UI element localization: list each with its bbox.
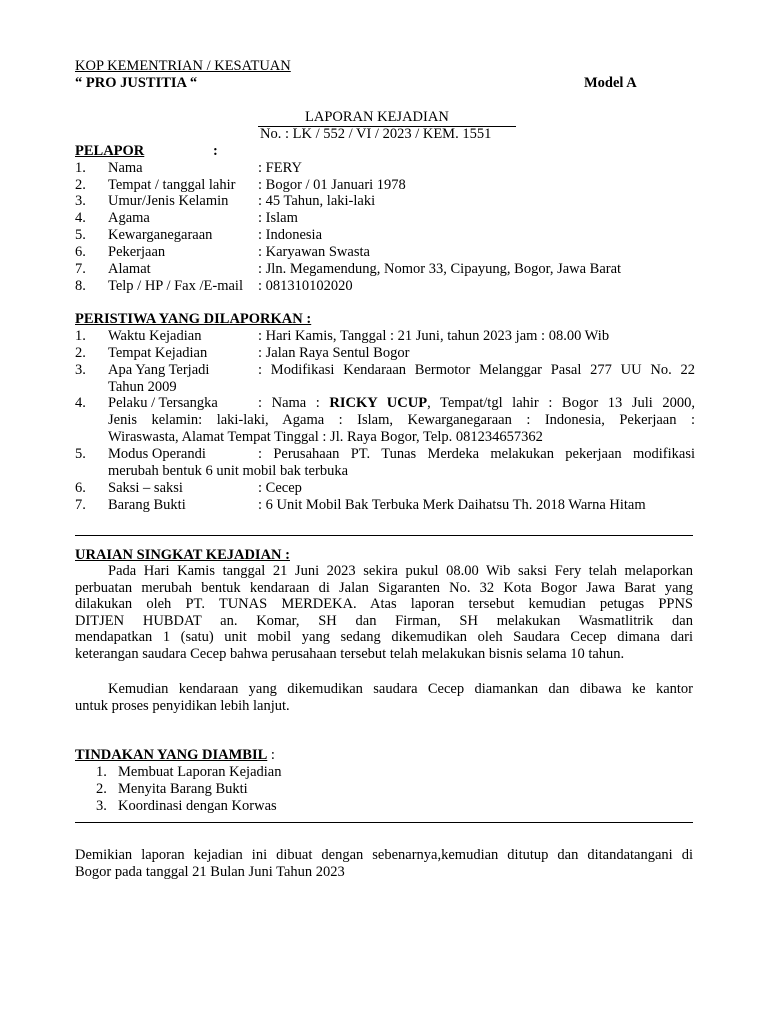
- pelapor-heading: PELAPOR :: [75, 143, 218, 159]
- pro-justitia: “ PRO JUSTITIA “: [75, 75, 198, 91]
- kop-heading: KOP KEMENTRIAN / KESATUAN: [75, 58, 291, 74]
- pelapor-row: 2. Tempat / tanggal lahir : Bogor / 01 Januari 1978: [75, 177, 406, 193]
- peristiwa-row: 2. Tempat Kejadian : Jalan Raya Sentul Bogor: [75, 345, 410, 361]
- peristiwa-row: 5. Modus Operandi : Perusahaan PT. Tunas Merdeka melakukan pekerjaan modifikasi merubah bentuk 6 unit mobil bak terbuka: [75, 446, 695, 479]
- report-number: No. : LK / 552 / VI / 2023 / KEM. 1551: [260, 126, 492, 142]
- pelapor-row: 1. Nama : FERY: [75, 160, 302, 176]
- tindakan-item: 1. Membuat Laporan Kejadian: [96, 764, 282, 780]
- tindakan-item: 3. Koordinasi dengan Korwas: [96, 798, 277, 814]
- suspect-name: RICKY UCUP: [329, 395, 428, 411]
- tindakan-item: 2. Menyita Barang Bukti: [96, 781, 248, 797]
- pelapor-row: 7. Alamat : Jln. Megamendung, Nomor 33, Cipayung, Bogor, Jawa Barat: [75, 261, 622, 277]
- pelapor-row: 3. Umur/Jenis Kelamin : 45 Tahun, laki-laki: [75, 193, 376, 209]
- model-label: Model A: [584, 75, 637, 91]
- peristiwa-heading: PERISTIWA YANG DILAPORKAN :: [75, 311, 312, 327]
- pelapor-row: 4. Agama : Islam: [75, 210, 298, 226]
- pelapor-row: 5. Kewarganegaraan : Indonesia: [75, 227, 323, 243]
- peristiwa-row: 3. Apa Yang Terjadi : Modifikasi Kendaraan Bermotor Melanggar Pasal 277 UU No. 22 Tahun 2009: [75, 362, 695, 395]
- section-divider: [75, 535, 693, 536]
- peristiwa-row: 4. Pelaku / Tersangka : Nama : RICKY UCUP, Tempat/tgl lahir : Bogor 13 Juli 2000, Jenis kelamin: laki-laki, Agama : Islam, Kewarganegaraan : Indonesia, Pekerjaan : Wiraswasta, Alamat Tempat Tinggal : Jl. Raya Bogor, Telp. 081234657362: [75, 395, 695, 445]
- report-title: LAPORAN KEJADIAN: [305, 109, 449, 125]
- uraian-paragraph-1: Pada Hari Kamis tanggal 21 Juni 2023 sekira pukul 08.00 Wib saksi Fery telah melaporkan perbuatan merubah bentuk kendaraan di Jalan Sigaranten No. 32 Kota Bogor Jawa Barat yang dilakukan oleh PT. TUNAS MERDEKA. Atas laporan tersebut kemudian petugas PPNS DITJEN HUBDAT an. Komar, SH dan Firman, SH melakukan Wasmatlitrik dan mendapatkan 1 (satu) unit mobil yang sedang dikemudikan oleh Saudara Cecep dimana dari keterangan saudara Cecep bahwa perusahaan tersebut telah melakukan bisnis selama 10 tahun.: [75, 563, 693, 662]
- uraian-heading: URAIAN SINGKAT KEJADIAN :: [75, 547, 290, 563]
- closing-statement: Demikian laporan kejadian ini dibuat dengan sebenarnya,kemudian ditutup dan ditandatangani di Bogor pada tanggal 21 Bulan Juni Tahun 2023: [75, 847, 693, 880]
- peristiwa-row: 1. Waktu Kejadian : Hari Kamis, Tanggal : 21 Juni, tahun 2023 jam : 08.00 Wib: [75, 328, 610, 344]
- pelapor-row: 8. Telp / HP / Fax /E-mail : 081310102020: [75, 278, 353, 294]
- section-divider: [75, 822, 693, 823]
- pelapor-row: 6. Pekerjaan : Karyawan Swasta: [75, 244, 370, 260]
- tindakan-heading: TINDAKAN YANG DIAMBIL :: [75, 747, 275, 763]
- peristiwa-row: 7. Barang Bukti : 6 Unit Mobil Bak Terbuka Merk Daihatsu Th. 2018 Warna Hitam: [75, 497, 646, 513]
- uraian-paragraph-2: Kemudian kendaraan yang dikemudikan saudara Cecep diamankan dan dibawa ke kantor untuk proses penyidikan lebih lanjut.: [75, 681, 693, 714]
- peristiwa-row: 6. Saksi – saksi : Cecep: [75, 480, 302, 496]
